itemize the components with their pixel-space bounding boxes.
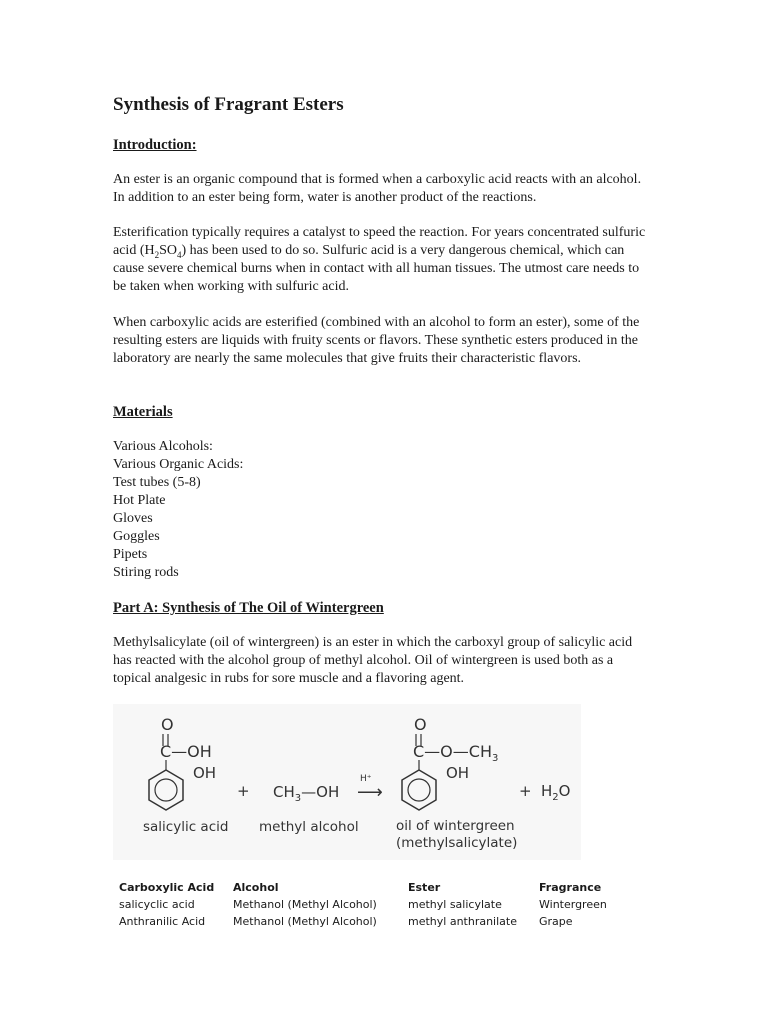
salicylic-carboxyl-group: C—OH — [160, 742, 212, 761]
materials-item: Goggles — [113, 529, 160, 544]
methylsalicylate-label: (methylsalicylate) — [396, 835, 518, 851]
ester-group-subscript: 3 — [491, 753, 499, 764]
ester-hydroxyl: OH — [446, 764, 470, 782]
catalyst-label: H⁺ — [360, 774, 372, 784]
table-cell: Wintergreen — [539, 898, 607, 911]
materials-list — [113, 438, 243, 582]
water-formula-o: O — [558, 782, 571, 800]
p2-text-c: ) has been used to do so. Sulfuric acid is a very dangerous chemical, which can cause severe chemical burns when in contact with all human tissues. The utmost care needs to be taken when working with sulfuric acid. — [113, 243, 640, 294]
materials-item: Test tubes (5-8) — [113, 475, 201, 490]
column-header-carboxylic-acid: Carboxylic Acid — [119, 881, 215, 894]
p2-subscript-1: 2 — [154, 249, 160, 260]
part-a-heading: Part A: Synthesis of The Oil of Wintergreen — [113, 600, 384, 616]
p2-subscript-2: 4 — [177, 249, 182, 260]
water-formula-h: H — [541, 782, 553, 800]
methanol-formula-ch: CH — [273, 783, 295, 801]
oil-of-wintergreen-label: oil of wintergreen — [396, 818, 515, 834]
materials-item: Hot Plate — [113, 493, 166, 508]
table-cell: Methanol (Methyl Alcohol) — [233, 898, 377, 911]
introduction-paragraph-1: An ester is an organic compound that is formed when a carboxylic acid reacts with an alcohol. In addition to an ester being form, water is another product of the reactions. — [113, 172, 642, 205]
document-title: Synthesis of Fragrant Esters — [113, 94, 344, 115]
water-formula-subscript: 2 — [552, 792, 559, 803]
introduction-heading: Introduction: — [113, 137, 197, 153]
materials-item: Various Organic Acids: — [113, 457, 244, 472]
ester-carbonyl-oxygen: O — [414, 715, 427, 734]
plus-sign: + — [519, 782, 532, 800]
reaction-arrow-icon: ⟶ — [357, 782, 383, 803]
salicylic-hydroxyl: OH — [193, 764, 217, 782]
table-cell: methyl salicylate — [408, 898, 502, 911]
ester-table — [119, 879, 619, 930]
salicylic-acid-label: salicylic acid — [143, 819, 229, 835]
column-header-fragrance: Fragrance — [539, 881, 602, 894]
materials-item: Gloves — [113, 511, 153, 526]
table-cell: methyl anthranilate — [408, 915, 517, 928]
materials-heading: Materials — [113, 404, 173, 420]
materials-item: Pipets — [113, 547, 148, 562]
part-a-paragraph: Methylsalicylate (oil of wintergreen) is an ester in which the carboxyl group of salicylic acid has reacted with the alcohol group of methyl alcohol. Oil of wintergreen is used both as a topical analgesic in rubs for sore muscle and a flavoring agent. — [113, 635, 633, 686]
table-cell: Methanol (Methyl Alcohol) — [233, 915, 377, 928]
table-row — [119, 896, 619, 913]
ester-group-text: C—O—CH — [413, 742, 492, 761]
p2-text-a: Esterification typically requires a catalyst to speed the reaction. For years concentrated sulfuric acid (H — [113, 225, 646, 258]
column-header-ester: Ester — [408, 881, 441, 894]
methanol-formula-subscript: 3 — [294, 793, 302, 804]
materials-item: Various Alcohols: — [113, 439, 213, 454]
introduction-paragraph-2 — [113, 224, 653, 296]
reaction-diagram — [113, 704, 581, 860]
table-cell: salicyclic acid — [119, 898, 195, 911]
column-header-alcohol: Alcohol — [233, 881, 279, 894]
methanol-formula-oh: —OH — [301, 783, 340, 801]
plus-sign: + — [237, 782, 250, 800]
methyl-alcohol-label: methyl alcohol — [259, 819, 359, 835]
table-cell: Anthranilic Acid — [119, 915, 206, 928]
methanol-formula — [273, 783, 339, 804]
table-row — [119, 913, 619, 930]
table-header-row — [119, 879, 619, 896]
table-cell: Grape — [539, 915, 573, 928]
ester-group — [413, 742, 498, 764]
salicylic-carbonyl-oxygen: O — [161, 715, 174, 734]
materials-item: Stiring rods — [113, 565, 179, 580]
p2-text-b: SO — [159, 243, 177, 258]
introduction-paragraph-3: When carboxylic acids are esterified (combined with an alcohol to form an ester), some of the resulting esters are liquids with fruity scents or flavors. These synthetic esters produced in the laboratory are nearly the same molecules that give fruits their characteristic flavors. — [113, 315, 640, 366]
